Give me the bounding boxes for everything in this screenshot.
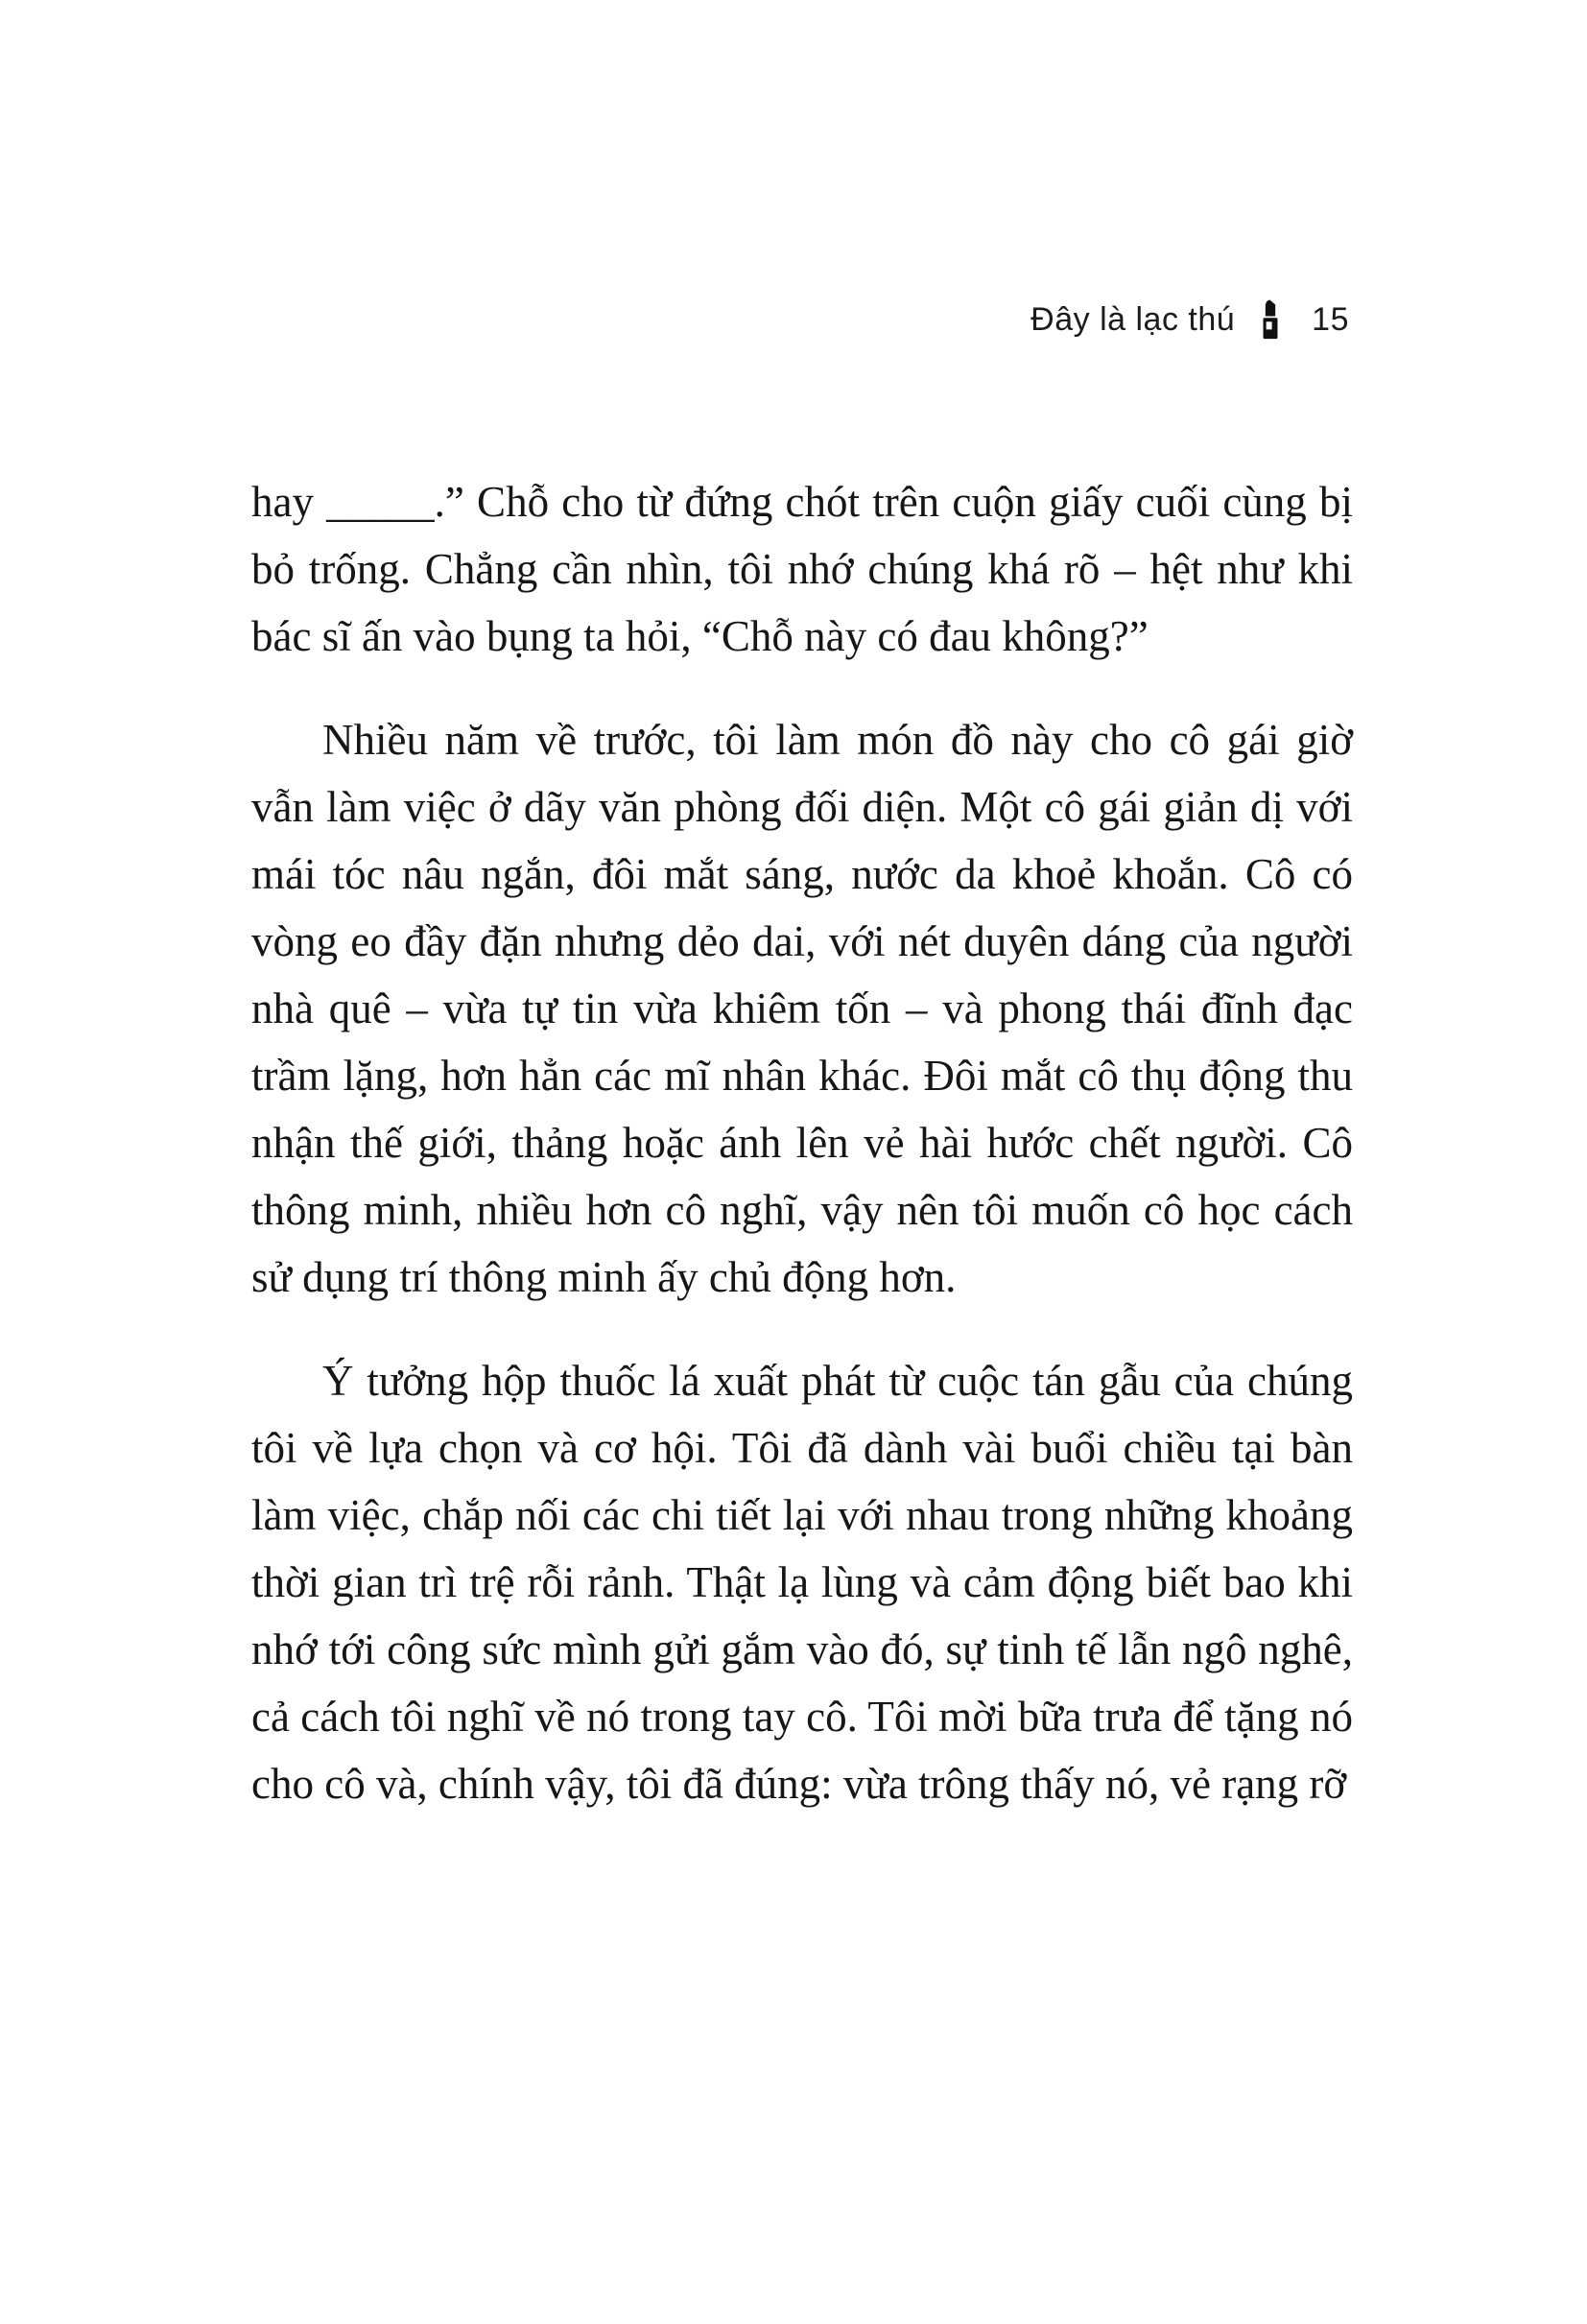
- paragraph: Nhiều năm về trước, tôi làm món đồ này cho cô gái giờ vẫn làm việc ở dãy văn phòng đối diện. Một cô gái giản dị với mái tóc nâu ngắn, đôi mắt sáng, nước da khoẻ khoắn. Cô có vòng eo đầy đặn nhưng dẻo dai, với nét duyên dáng của người nhà quê – vừa tự tin vừa khiêm tốn – và phong thái đĩnh đạc trầm lặng, hơn hẳn các mĩ nhân khác. Đôi mắt cô thụ động thu nhận thế giới, thảng hoặc ánh lên vẻ hài hước chết người. Cô thông minh, nhiều hơn cô nghĩ, vậy nên tôi muốn cô học cách sử dụng trí thông minh ấy chủ động hơn.: [251, 716, 1353, 1301]
- lipstick-icon: [1256, 297, 1285, 342]
- running-header: [1030, 297, 1349, 342]
- page-body: [251, 468, 1353, 1817]
- paragraph: Ý tưởng hộp thuốc lá xuất phát từ cuộc tán gẫu của chúng tôi về lựa chọn và cơ hội. Tôi đã dành vài buổi chiều tại bàn làm việc, chắp nối các chi tiết lại với nhau trong những khoảng thời gian trì trệ rỗi rảnh. Thật lạ lùng và cảm động biết bao khi nhớ tới công sức mình gửi gắm vào đó, sự tinh tế lẫn ngô nghê, cả cách tôi nghĩ về nó trong tay cô. Tôi mời bữa trưa để tặng nó cho cô và, chính vậy, tôi đã đúng: vừa trông thấy nó, vẻ rạng rỡ: [251, 1357, 1353, 1808]
- paragraph-continuation: hay _____.” Chỗ cho từ đứng chót trên cuộn giấy cuối cùng bị bỏ trống. Chẳng cần nhìn, tôi nhớ chúng khá rõ – hệt như khi bác sĩ ấn vào bụng ta hỏi, “Chỗ này có đau không?”: [251, 478, 1353, 660]
- page-number: 15: [1312, 300, 1349, 338]
- running-header-title: Đây là lạc thú: [1030, 300, 1236, 338]
